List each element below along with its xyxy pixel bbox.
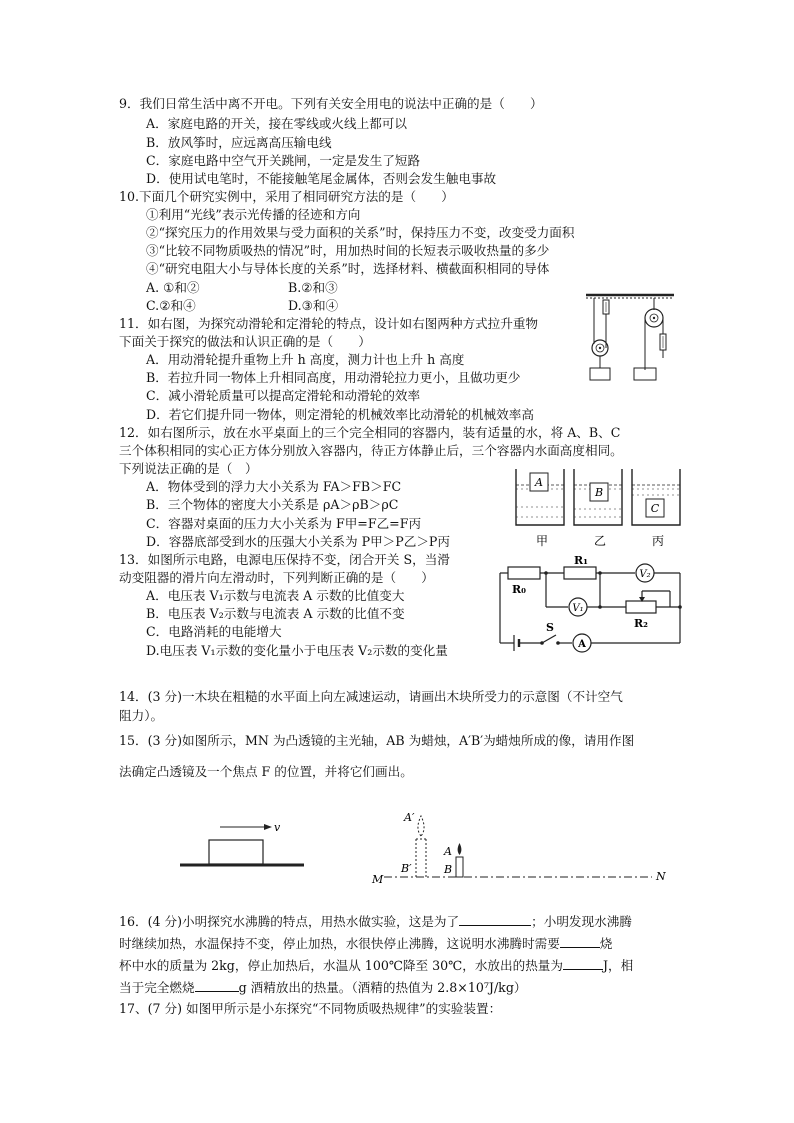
container-yi-label: 乙 bbox=[593, 534, 607, 548]
q12-option-c: C．容器对桌面的压力大小关系为 F甲=F乙=F丙 bbox=[146, 516, 422, 531]
q13-stem-line1: 13．如图所示电路，电源电压保持不变，闭合开关 S，当滑 bbox=[119, 552, 450, 567]
q12-option-d: D．容器底部受到水的压强大小关系为 P甲＞P乙＞P丙 bbox=[146, 534, 450, 549]
containers-figure bbox=[510, 465, 690, 555]
q11-option-b: B．若拉升同一物体上升相同高度，用动滑轮拉力更小，且做功更少 bbox=[146, 370, 521, 385]
q9-option-b: B．放风筝时，应远离高压输电线 bbox=[146, 135, 332, 150]
switch-label: S bbox=[546, 621, 554, 634]
q16-line3 bbox=[119, 957, 633, 974]
container-yi bbox=[574, 469, 622, 548]
q16-line3-text-b: J，相 bbox=[603, 958, 634, 973]
q13-option-a: A．电压表 V₁示数与电流表 A 示数的比值变大 bbox=[146, 588, 405, 603]
q11-option-c: C．减小滑轮质量可以提高定滑轮和动滑轮的效率 bbox=[146, 388, 421, 403]
q12-stem-line1: 12．如右图所示，放在水平桌面上的三个完全相同的容器内，装有适量的水，将 A、B、C bbox=[119, 425, 621, 440]
q12-option-a: A．物体受到的浮力大小关系为 FA＞FB＞FC bbox=[146, 479, 402, 494]
q16-line1-text-b: ；小明发现水沸腾 bbox=[531, 914, 632, 929]
q10-option-a: A. ①和② bbox=[146, 280, 200, 295]
q10-option-b: B.②和③ bbox=[288, 280, 338, 295]
container-bing-label: 丙 bbox=[651, 534, 665, 548]
block-a-label: A bbox=[535, 476, 543, 489]
q16-line1-text-a: 16．(4 分)小明探究水沸腾的特点，用热水做实验，这是为了 bbox=[119, 914, 460, 929]
r0-label: R₀ bbox=[512, 583, 526, 596]
circuit-figure bbox=[490, 555, 690, 660]
q11-option-a: A．用动滑轮提升重物上升 h 高度，测力计也上升 h 高度 bbox=[146, 352, 465, 367]
q13-option-b: B．电压表 V₂示数与电流表 A 示数的比值不变 bbox=[146, 606, 405, 621]
q13-option-d: D.电压表 V₁示数的变化量小于电压表 V₂示数的变化量 bbox=[146, 643, 448, 658]
block-figure bbox=[178, 820, 308, 872]
q16-line4 bbox=[119, 979, 526, 996]
ammeter-label: A bbox=[578, 639, 586, 650]
v1-label: V₁ bbox=[572, 603, 584, 614]
velocity-label: v bbox=[274, 821, 281, 834]
q16-line2-text-a: 时继续加热，水温保持不变，停止加热，水很快停止沸腾，这说明水沸腾时需要 bbox=[119, 936, 560, 951]
q15-line1: 15．(3 分)如图所示，MN 为凸透镜的主光轴，AB 为蜡烛，A′B′为蜡烛所成的像，请用作图 bbox=[119, 733, 635, 748]
q10-option-d: D.③和④ bbox=[288, 298, 339, 313]
q16-blank-1[interactable] bbox=[459, 913, 531, 926]
q12-stem-line2: 三个体积相同的实心正方体分别放入容器内，待正方体静止后，三个容器内水面高度相同。 bbox=[119, 443, 623, 458]
q11-option-d: D．若它们提升同一物体，则定滑轮的机械效率比动滑轮的机械效率高 bbox=[146, 407, 534, 422]
q11-stem-line2: 下面关于探究的做法和认识正确的是（ ） bbox=[119, 334, 371, 349]
r1-label: R₁ bbox=[574, 554, 588, 567]
q11-stem-line1: 11．如右图，为探究动滑轮和定滑轮的特点，设计如右图两种方式拉升重物 bbox=[119, 316, 539, 331]
q10-item-3: ③“比较不同物质吸热的情况”时，用加热时间的长短表示吸收热量的多少 bbox=[146, 243, 550, 258]
q16-blank-4[interactable] bbox=[195, 979, 239, 992]
container-jia bbox=[516, 469, 564, 548]
m-label: M bbox=[372, 873, 384, 886]
b-prime-label: B′ bbox=[401, 862, 412, 875]
q10-item-1: ①利用“光线”表示光传播的径迹和方向 bbox=[146, 207, 361, 222]
n-label: N bbox=[656, 870, 666, 883]
q16-blank-2[interactable] bbox=[560, 935, 600, 948]
q14-line1: 14．(3 分)一木块在粗糙的水平面上向左减速运动，请画出木块所受力的示意图（不计空气 bbox=[119, 689, 623, 704]
q16-line1 bbox=[119, 913, 632, 930]
q14-line2: 阻力）。 bbox=[119, 708, 164, 723]
q10-stem: 10.下面几个研究实例中，采用了相同研究方法的是（ ） bbox=[119, 189, 454, 204]
q16-line4-text-a: 当于完全燃烧 bbox=[119, 980, 195, 995]
q17-line1: 17、(7 分) 如图甲所示是小东探究“不同物质吸热规律”的实验装置： bbox=[119, 1001, 502, 1016]
b-label: B bbox=[444, 863, 453, 876]
q10-option-c: C.②和④ bbox=[146, 298, 196, 313]
a-label: A bbox=[444, 845, 452, 858]
q9-option-d: D．使用试电笔时，不能接触笔尾金属体，否则会发生触电事故 bbox=[146, 171, 497, 186]
container-bing bbox=[632, 469, 680, 548]
q16-line3-text-a: 杯中水的质量为 2kg，停止加热后，水温从 100℃降至 30℃，水放出的热量为 bbox=[119, 958, 563, 973]
q10-item-2: ②“探究压力的作用效果与受力面积的关系”时，保持压力不变，改变受力面积 bbox=[146, 225, 575, 240]
r2-label: R₂ bbox=[634, 617, 648, 630]
q13-stem-line2: 动变阻器的滑片向左滑动时，下列判断正确的是（ ） bbox=[119, 570, 434, 585]
q16-blank-3[interactable] bbox=[563, 957, 603, 970]
pulley-figure bbox=[582, 292, 682, 384]
q16-line2 bbox=[119, 935, 612, 952]
lens-figure bbox=[368, 806, 678, 886]
q12-stem-line3: 下列说法正确的是（ ） bbox=[119, 461, 258, 476]
q16-line2-text-b: 烧 bbox=[599, 936, 613, 951]
q9-option-c: C．家庭电路中空气开关跳闸，一定是发生了短路 bbox=[146, 153, 421, 168]
q9-option-a: A．家庭电路的开关，接在零线或火线上都可以 bbox=[146, 116, 407, 131]
block-b-label: B bbox=[594, 486, 604, 499]
q13-option-c: C．电路消耗的电能增大 bbox=[146, 624, 282, 639]
v2-label: V₂ bbox=[639, 569, 651, 580]
container-jia-label: 甲 bbox=[535, 534, 549, 548]
q15-line2: 法确定凸透镜及一个焦点 F 的位置，并将它们画出。 bbox=[119, 764, 413, 779]
q12-option-b: B．三个物体的密度大小关系是 ρA＞ρB＞ρC bbox=[146, 497, 399, 512]
q9-stem: 9．我们日常生活中离不开电。下列有关安全用电的说法中正确的是（ ） bbox=[119, 96, 543, 111]
q16-line4-text-b: g 酒精放出的热量。（酒精的热值为 2.8×10⁷J/kg） bbox=[238, 980, 527, 995]
q10-item-4: ④“研究电阻大小与导体长度的关系”时，选择材料、横截面积相同的导体 bbox=[146, 261, 550, 276]
block-c-label: C bbox=[650, 502, 660, 515]
a-prime-label: A′ bbox=[404, 811, 415, 824]
